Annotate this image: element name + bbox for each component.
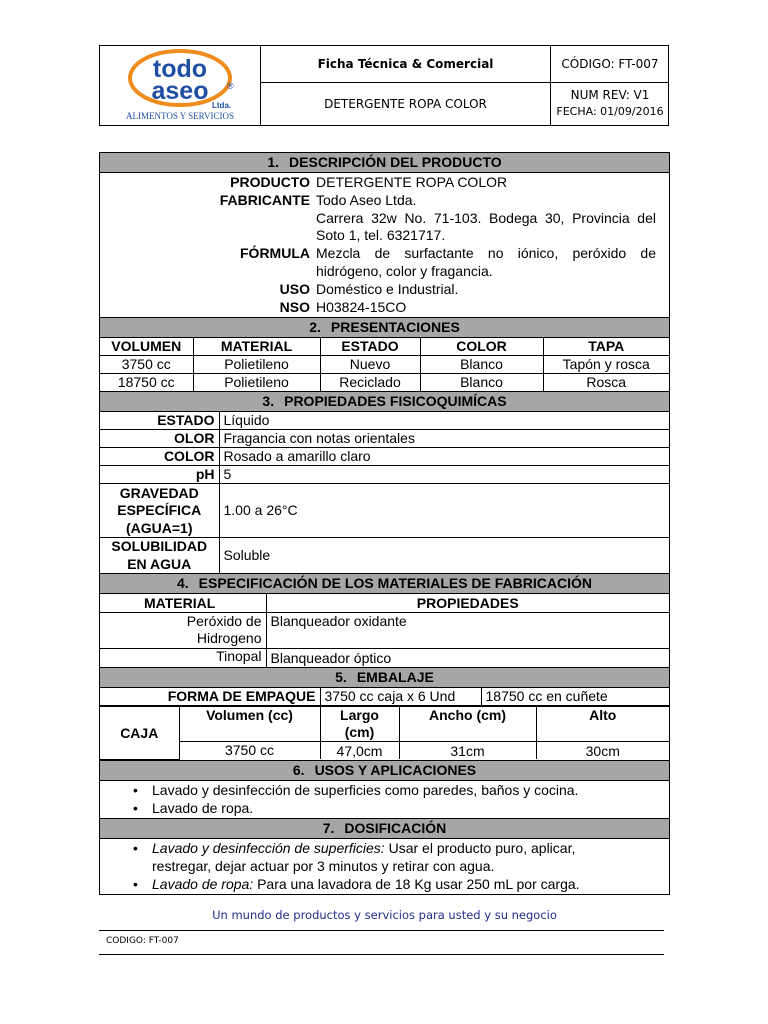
material-line: Hidrogeno bbox=[196, 630, 262, 647]
section-number: 2. bbox=[309, 319, 321, 336]
table-cell: Polietileno bbox=[193, 356, 320, 374]
list-item-text: Lavado de ropa. bbox=[152, 799, 254, 816]
section-header-presentations bbox=[100, 318, 669, 338]
column-header: MATERIAL bbox=[193, 338, 320, 356]
label-fabricante: FABRICANTE bbox=[219, 191, 310, 208]
list-item bbox=[100, 781, 669, 799]
value-uso: Doméstico e Industrial. bbox=[316, 280, 459, 297]
label-line: (AGUA=1) bbox=[125, 519, 193, 536]
document-code: CÓDIGO: FT-007 bbox=[561, 57, 659, 71]
section-header-dosage bbox=[100, 819, 669, 839]
section-header-materials bbox=[100, 574, 669, 594]
materials-table bbox=[100, 594, 669, 668]
box-header-row bbox=[100, 707, 669, 742]
packaging-table bbox=[100, 688, 669, 761]
packaging-form-row bbox=[100, 688, 669, 706]
section-title: USOS Y APLICACIONES bbox=[314, 761, 477, 778]
footer-tagline: Un mundo de productos y servicios para usted y su negocio bbox=[212, 908, 557, 922]
section-title: EMBALAJE bbox=[356, 669, 434, 686]
label-line: ESPECÍFICA bbox=[117, 502, 202, 519]
company-logo bbox=[100, 46, 260, 125]
value-nso: H03824-15CO bbox=[316, 298, 407, 315]
property-value: Fragancia con notas orientales bbox=[219, 430, 669, 448]
list-item bbox=[100, 875, 669, 893]
property-value: 1.00 a 26°C bbox=[219, 484, 669, 538]
property-value: Rosado a amarillo claro bbox=[219, 448, 669, 466]
revision-date: FECHA: 01/09/2016 bbox=[556, 105, 664, 118]
section-title: PRESENTACIONES bbox=[330, 319, 460, 336]
property-row bbox=[100, 412, 669, 430]
table-cell: Rosca bbox=[543, 374, 669, 392]
list-item-text: Usar el producto puro, aplicar, restregar, dejar actuar por 3 minutos y retirar con agua. bbox=[152, 839, 576, 874]
list-item-emphasis: Lavado y desinfección de superficies: bbox=[152, 839, 385, 856]
column-header: Ancho (cm) bbox=[399, 707, 536, 742]
packaging-form-value: 3750 cc caja x 6 Und bbox=[320, 688, 481, 706]
table-row bbox=[100, 356, 669, 374]
table-cell: Reciclado bbox=[320, 374, 420, 392]
table-cell: 3750 cc bbox=[179, 742, 320, 760]
property-label: pH bbox=[100, 466, 219, 484]
table-cell: Nuevo bbox=[320, 356, 420, 374]
presentations-table bbox=[100, 338, 669, 392]
header-line: (cm) bbox=[344, 724, 375, 741]
box-data-row bbox=[100, 742, 669, 760]
technical-sheet-table bbox=[99, 152, 670, 895]
value-formula: Mezcla de surfactante no iónico, peróxido de hidrógeno, color y fragancia. bbox=[316, 245, 656, 279]
section-title: DESCRIPCIÓN DEL PRODUCTO bbox=[289, 154, 502, 170]
table-cell: 18750 cc bbox=[100, 374, 193, 392]
list-item-emphasis: Lavado de ropa: bbox=[152, 875, 254, 892]
header-line: Largo bbox=[340, 707, 379, 724]
fabricante-name: Todo Aseo Ltda. bbox=[316, 191, 417, 208]
table-cell: 30cm bbox=[536, 742, 669, 760]
section-header-packaging bbox=[100, 668, 669, 688]
section-number: 6. bbox=[292, 761, 305, 778]
section-header-description bbox=[100, 153, 669, 173]
logo-registered: ® bbox=[227, 81, 234, 91]
table-row bbox=[100, 374, 669, 392]
table-cell: Polietileno bbox=[193, 374, 320, 392]
label-line: SOLUBILIDAD bbox=[111, 538, 208, 555]
table-cell: 3750 cc bbox=[100, 356, 193, 374]
document-title: Ficha Técnica & Comercial bbox=[317, 57, 494, 71]
label-producto: PRODUCTO bbox=[230, 174, 310, 190]
box-label: CAJA bbox=[100, 707, 179, 760]
property-value: Líquido bbox=[219, 412, 669, 430]
material-row bbox=[100, 613, 669, 649]
table-cell: 47,0cm bbox=[320, 742, 399, 760]
row-fabricante bbox=[100, 192, 669, 245]
logo-word-2: aseo bbox=[151, 77, 209, 105]
fabricante-address: Carrera 32w No. 71-103. Bodega 30, Provincia del Soto 1, tel. 6321717. bbox=[316, 209, 656, 244]
section-number: 4. bbox=[176, 575, 189, 592]
column-header: VOLUMEN bbox=[100, 338, 193, 356]
bullet-icon: • bbox=[133, 839, 138, 856]
property-row bbox=[100, 448, 669, 466]
property-row bbox=[100, 466, 669, 484]
bullet-icon: • bbox=[133, 781, 138, 798]
logo-word-1: todo bbox=[152, 55, 208, 83]
product-name-header: DETERGENTE ROPA COLOR bbox=[324, 97, 487, 111]
row-nso bbox=[100, 299, 669, 317]
value-producto: DETERGENTE ROPA COLOR bbox=[316, 174, 508, 190]
label-nso: NSO bbox=[279, 298, 310, 315]
property-label bbox=[100, 484, 219, 538]
material-name bbox=[100, 613, 266, 649]
section-title: ESPECIFICACIÓN DE LOS MATERIALES DE FABRICACIÓN bbox=[198, 575, 592, 592]
table-header-row bbox=[100, 594, 669, 613]
label-uso: USO bbox=[279, 280, 310, 297]
label-line: GRAVEDAD bbox=[119, 484, 199, 501]
column-header: ESTADO bbox=[320, 338, 420, 356]
section-number: 3. bbox=[262, 393, 275, 410]
property-label: COLOR bbox=[100, 448, 219, 466]
footer-code: CODIGO: FT-007 bbox=[106, 936, 179, 946]
section-number: 5. bbox=[335, 669, 347, 686]
list-item bbox=[100, 799, 669, 817]
footer-divider bbox=[99, 930, 664, 931]
material-row bbox=[100, 649, 669, 668]
value-fabricante bbox=[316, 192, 656, 245]
section-title: PROPIEDADES FISICOQUIMÍCAS bbox=[284, 393, 507, 410]
section-number: 7. bbox=[322, 819, 335, 836]
properties-table bbox=[100, 412, 669, 574]
section-header-uses bbox=[100, 761, 669, 781]
bullet-icon: • bbox=[133, 875, 138, 892]
property-row bbox=[100, 538, 669, 574]
table-cell: 31cm bbox=[399, 742, 536, 760]
row-formula bbox=[100, 245, 669, 281]
footer-divider bbox=[99, 954, 664, 955]
property-value: Soluble bbox=[219, 538, 669, 574]
uses-list bbox=[100, 781, 669, 819]
column-header: Alto bbox=[536, 707, 669, 742]
list-item-text: Lavado y desinfección de superficies como paredes, baños y cocina. bbox=[152, 781, 579, 798]
table-cell: Tapón y rosca bbox=[543, 356, 669, 374]
revision-box bbox=[551, 83, 669, 125]
logo-tagline: ALIMENTOS Y SERVICIOS bbox=[126, 111, 234, 121]
property-row bbox=[100, 430, 669, 448]
property-value: 5 bbox=[219, 466, 669, 484]
column-header: COLOR bbox=[420, 338, 543, 356]
packaging-form-label: FORMA DE EMPAQUE bbox=[100, 688, 320, 706]
bullet-icon: • bbox=[133, 799, 138, 816]
list-item bbox=[100, 839, 669, 875]
column-header: MATERIAL bbox=[100, 594, 266, 613]
property-label bbox=[100, 538, 219, 574]
table-header-row bbox=[100, 338, 669, 356]
table-cell: Blanco bbox=[420, 374, 543, 392]
section-title: DOSIFICACIÓN bbox=[344, 819, 447, 836]
document-header bbox=[99, 45, 669, 126]
dosage-list bbox=[100, 839, 669, 894]
label-line: EN AGUA bbox=[127, 555, 192, 572]
product-description bbox=[100, 173, 669, 318]
list-item-text: Para una lavadora de 18 Kg usar 250 mL por carga. bbox=[253, 875, 580, 892]
column-header: PROPIEDADES bbox=[266, 594, 669, 613]
column-header bbox=[320, 707, 399, 742]
material-property: Blanqueador óptico bbox=[266, 649, 669, 668]
property-label: ESTADO bbox=[100, 412, 219, 430]
column-header: Volumen (cc) bbox=[179, 707, 320, 742]
column-header: TAPA bbox=[543, 338, 669, 356]
section-number: 1. bbox=[267, 154, 280, 170]
table-cell: Blanco bbox=[420, 356, 543, 374]
section-header-properties bbox=[100, 392, 669, 412]
property-label: OLOR bbox=[100, 430, 219, 448]
label-formula: FÓRMULA bbox=[240, 245, 310, 262]
row-uso bbox=[100, 281, 669, 299]
logo-ltda: Ltda. bbox=[212, 101, 232, 110]
material-name: Tinopal bbox=[100, 649, 266, 668]
material-property: Blanqueador oxidante bbox=[266, 613, 669, 649]
packaging-form-value: 18750 cc en cuñete bbox=[481, 688, 669, 706]
property-row bbox=[100, 484, 669, 538]
material-line: Peróxido de bbox=[186, 613, 262, 630]
revision-number: NUM REV: V1 bbox=[570, 88, 650, 102]
row-producto bbox=[100, 174, 669, 192]
